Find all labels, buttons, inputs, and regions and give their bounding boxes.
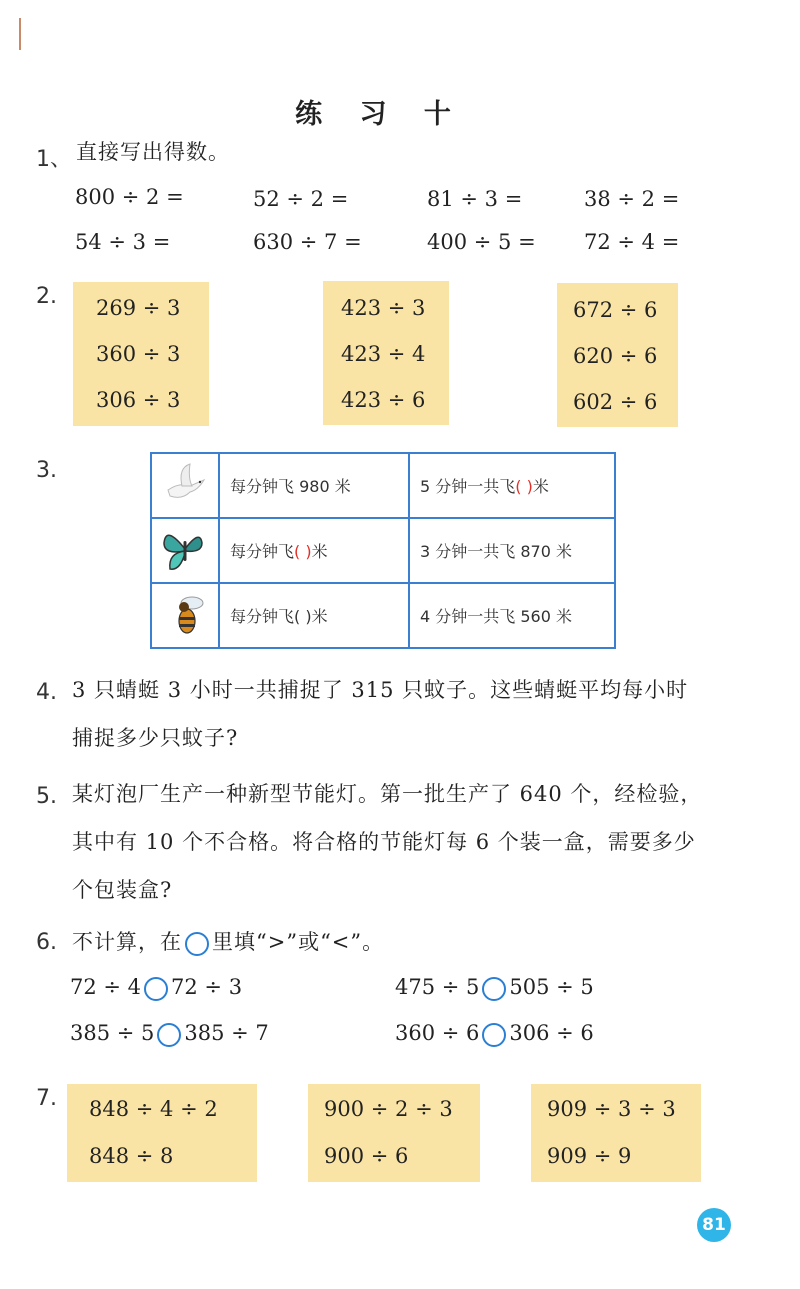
bee-icon	[151, 583, 219, 648]
q1-expr: 400 ÷ 5 =	[427, 230, 536, 254]
q5-line: 其中有 10 个不合格。将合格的节能灯每 6 个装一盒，需要多少	[72, 830, 696, 854]
q1-number: 1、	[36, 147, 72, 172]
q7-card-2	[308, 1084, 480, 1182]
q4-line: 3 只蜻蜓 3 小时一共捕捉了 315 只蚊子。这些蜻蜓平均每小时	[72, 678, 689, 702]
compare-right: 306 ÷ 6	[509, 1021, 594, 1045]
q1-expr: 54 ÷ 3 =	[75, 230, 171, 254]
q1-expr: 72 ÷ 4 =	[584, 230, 680, 254]
q7-expr: 900 ÷ 2 ÷ 3	[324, 1097, 453, 1121]
q2-expr: 306 ÷ 3	[96, 388, 181, 412]
q1-expr: 52 ÷ 2 =	[253, 187, 349, 211]
q2-number: 2.	[36, 284, 57, 309]
dove-total-label: 5 分钟一共飞	[420, 477, 516, 496]
q1-expr: 81 ÷ 3 =	[427, 187, 523, 211]
q2-expr: 620 ÷ 6	[573, 344, 658, 368]
compare-item	[395, 975, 594, 1001]
q1-prompt: 直接写出得数。	[76, 140, 230, 164]
table-row	[151, 453, 615, 518]
answer-circle[interactable]	[482, 977, 506, 1001]
q2-card-2	[323, 281, 449, 425]
q3-number: 3.	[36, 458, 57, 483]
butterfly-speed	[219, 518, 409, 583]
unit-label: 米	[532, 477, 549, 496]
compare-left: 360 ÷ 6	[395, 1021, 480, 1045]
q2-expr: 672 ÷ 6	[573, 298, 658, 322]
q6-prompt-pre: 不计算，在	[72, 930, 182, 954]
table-row	[151, 583, 615, 648]
answer-circle[interactable]	[482, 1023, 506, 1047]
dove-total	[409, 453, 615, 518]
compare-right: 385 ÷ 7	[184, 1021, 269, 1045]
compare-right: 505 ÷ 5	[509, 975, 594, 999]
butterfly-total: 3 分钟一共飞 870 米	[409, 518, 615, 583]
page-number-badge: 81	[697, 1208, 731, 1242]
q2-expr: 602 ÷ 6	[573, 390, 658, 414]
q2-expr: 423 ÷ 6	[341, 388, 426, 412]
q7-expr: 909 ÷ 9	[547, 1144, 632, 1168]
q7-number: 7.	[36, 1086, 57, 1111]
unit-label: 米	[311, 542, 328, 561]
compare-circle-icon	[185, 932, 209, 956]
q7-expr: 848 ÷ 4 ÷ 2	[89, 1097, 218, 1121]
q5-line: 个包装盒?	[72, 878, 173, 902]
q2-expr: 269 ÷ 3	[96, 296, 181, 320]
q5-number: 5.	[36, 784, 57, 809]
answer-circle[interactable]	[157, 1023, 181, 1047]
answer-circle[interactable]	[144, 977, 168, 1001]
dove-icon	[151, 453, 219, 518]
q7-expr: 900 ÷ 6	[324, 1144, 409, 1168]
q2-card-3	[557, 283, 678, 427]
q6-prompt-post: 里填“>”或“<”。	[212, 930, 385, 954]
bee-speed	[219, 583, 409, 648]
compare-left: 72 ÷ 4	[70, 975, 142, 999]
q1-expr: 38 ÷ 2 =	[584, 187, 680, 211]
q6-prompt	[72, 918, 384, 966]
compare-left: 385 ÷ 5	[70, 1021, 155, 1045]
butterfly-icon	[151, 518, 219, 583]
page-edge-mark	[19, 18, 21, 50]
compare-item	[70, 975, 242, 1001]
flight-table	[150, 452, 616, 649]
speed-label: 每分钟飞	[230, 607, 295, 626]
page-title: 练 习 十	[295, 99, 465, 130]
answer-blank: ( )	[294, 542, 312, 561]
q2-expr: 423 ÷ 3	[341, 296, 426, 320]
q4-number: 4.	[36, 680, 57, 705]
q7-card-3	[531, 1084, 701, 1182]
speed-label: 每分钟飞	[230, 542, 295, 561]
q2-expr: 360 ÷ 3	[96, 342, 181, 366]
q2-expr: 423 ÷ 4	[341, 342, 426, 366]
compare-left: 475 ÷ 5	[395, 975, 480, 999]
dove-speed: 每分钟飞 980 米	[219, 453, 409, 518]
answer-blank: ( )	[294, 607, 312, 626]
compare-right: 72 ÷ 3	[171, 975, 243, 999]
compare-item	[70, 1021, 269, 1047]
q7-expr: 848 ÷ 8	[89, 1144, 174, 1168]
q4-line: 捕捉多少只蚊子?	[72, 726, 239, 750]
q6-number: 6.	[36, 930, 57, 955]
table-row	[151, 518, 615, 583]
compare-item	[395, 1021, 594, 1047]
answer-blank: ( )	[515, 477, 533, 496]
q7-expr: 909 ÷ 3 ÷ 3	[547, 1097, 676, 1121]
q2-card-1	[73, 282, 209, 426]
unit-label: 米	[311, 607, 328, 626]
q7-card-1	[67, 1084, 257, 1182]
q1-expr: 800 ÷ 2 =	[75, 185, 184, 209]
q5-line: 某灯泡厂生产一种新型节能灯。第一批生产了 640 个，经检验，	[72, 782, 703, 806]
bee-total: 4 分钟一共飞 560 米	[409, 583, 615, 648]
q1-expr: 630 ÷ 7 =	[253, 230, 362, 254]
